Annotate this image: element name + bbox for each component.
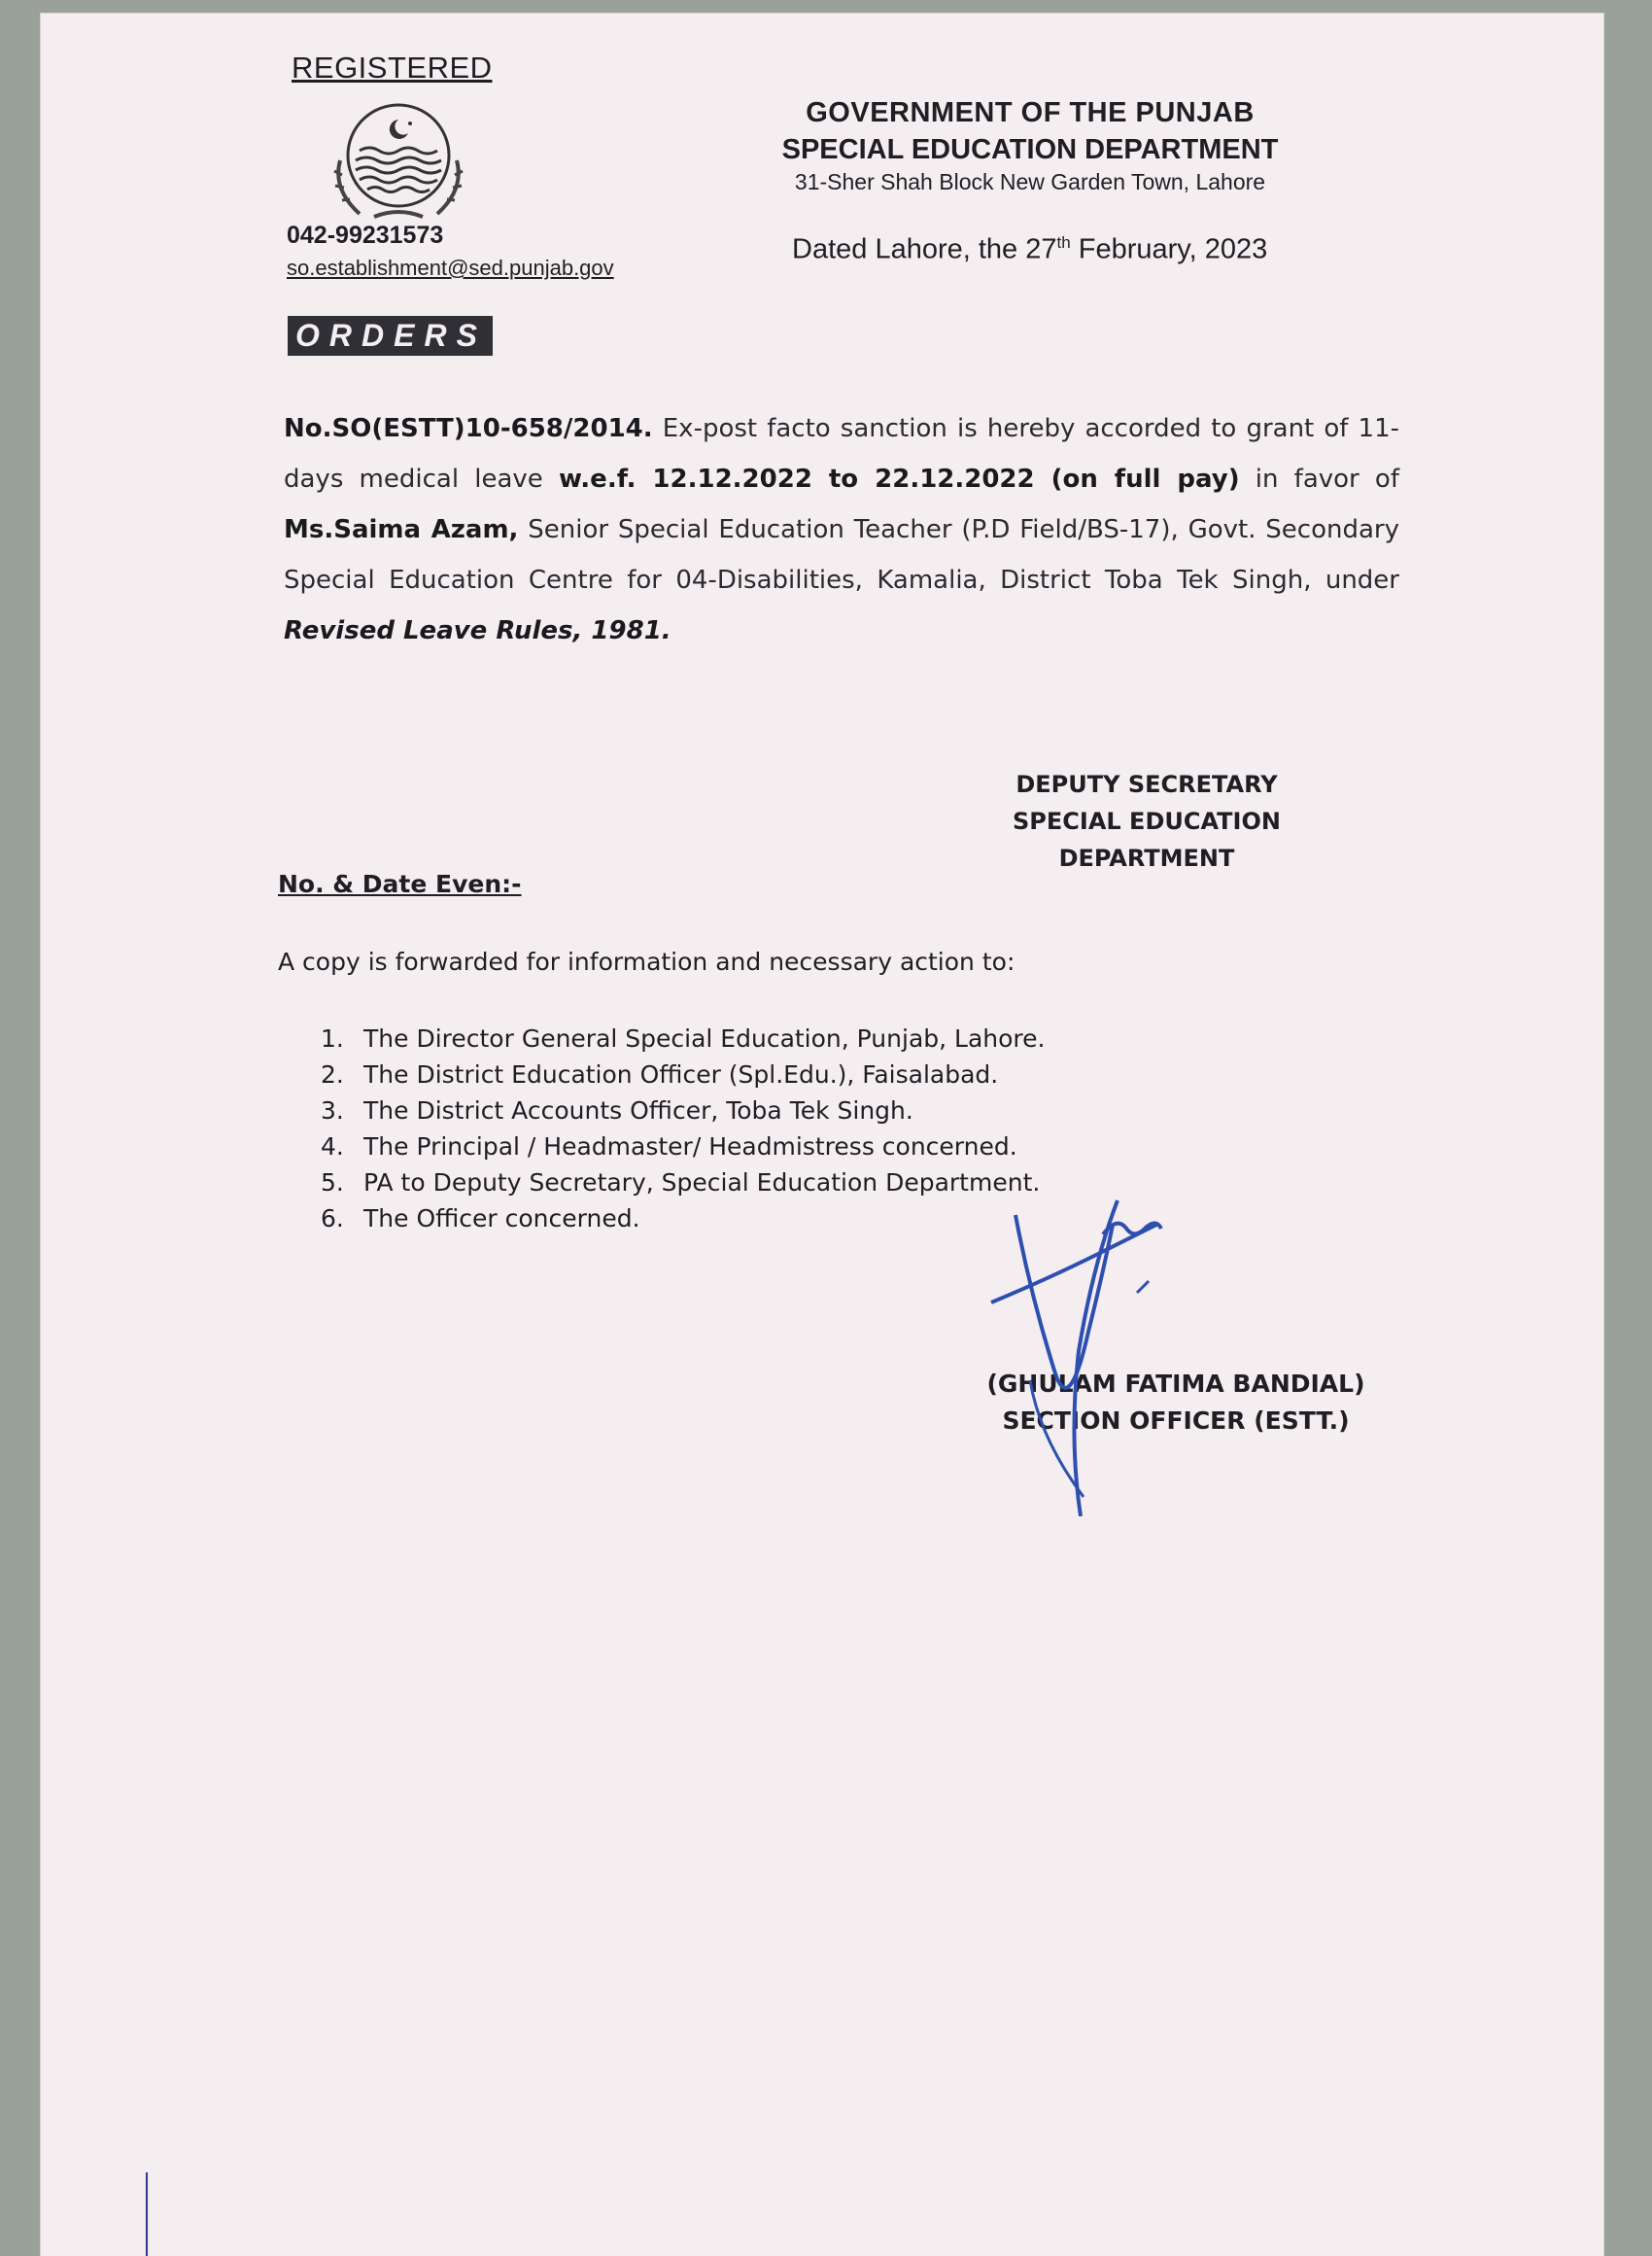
punjab-government-emblem-icon (321, 102, 476, 228)
no-date-even: No. & Date Even:- (278, 870, 522, 898)
list-item: 4. The Principal / Headmaster/ Headmistress concerned. (321, 1132, 1017, 1161)
list-item: 2. The District Education Officer (Spl.Edu.), Faisalabad. (321, 1060, 999, 1089)
signature-icon (972, 1186, 1205, 1516)
list-item: 5. PA to Deputy Secretary, Special Education Department. (321, 1168, 1041, 1197)
registered-label: REGISTERED (292, 51, 493, 85)
officer-name: (GHULAM FATIMA BANDIAL) (986, 1370, 1365, 1398)
order-number: No.SO(ESTT)10-658/2014. (284, 414, 653, 443)
forward-text: A copy is forwarded for information and necessary action to: (278, 948, 1015, 976)
list-item: 6. The Officer concerned. (321, 1204, 640, 1232)
leave-period: w.e.f. 12.12.2022 to 22.12.2022 (on full pay) (558, 465, 1240, 494)
dated-line: Dated Lahore, the 27th February, 2023 (792, 233, 1268, 265)
department-title: SPECIAL EDUCATION DEPARTMENT (781, 134, 1279, 165)
email-address: so.establishment@sed.punjab.gov (287, 256, 614, 280)
phone-number: 042-99231573 (287, 222, 444, 249)
copy-list (321, 1021, 1045, 1236)
government-title: GOVERNMENT OF THE PUNJAB (806, 97, 1255, 128)
list-item: 3. The District Accounts Officer, Toba Tek Singh. (321, 1096, 913, 1125)
officer-title: SECTION OFFICER (ESTT.) (1002, 1406, 1350, 1435)
department-address: 31-Sher Shah Block New Garden Town, Lahore (794, 169, 1266, 194)
order-paragraph: No.SO(ESTT)10-658/2014. Ex-post facto sanction is hereby accorded to grant of 11-days medical leave w.e.f. 12.12.2022 to 22.12.2022 (on full pay) in favor of Ms.Saima Azam, Senior Special Education Teacher (P.D Field/BS-17), Govt. Secondary Special Education Centre for 04-Disabilities, Kamalia, District Toba Tek Singh, under Revised Leave Rules, 1981. (284, 414, 1399, 645)
orders-heading: ORDERS (288, 316, 493, 356)
deputy-secretary-block: DEPUTY SECRETARY SPECIAL EDUCATION DEPARTMENT (1013, 771, 1281, 872)
employee-name: Ms.Saima Azam, (284, 515, 519, 544)
page-edge-mark (146, 2172, 148, 2256)
list-item: 1. The Director General Special Education, Punjab, Lahore. (321, 1024, 1046, 1053)
rules-reference: Revised Leave Rules, 1981. (284, 616, 671, 645)
